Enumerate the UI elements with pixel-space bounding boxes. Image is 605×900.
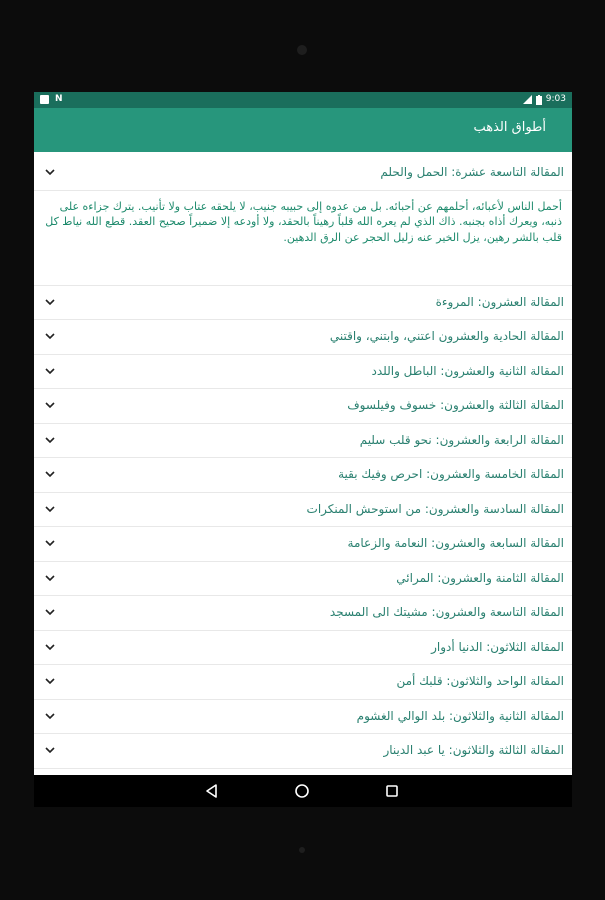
list-item[interactable] — [34, 156, 572, 191]
list-item-title: المقالة السابعة والعشرون: النعامة والزعامة — [347, 536, 564, 550]
list-item-title: المقالة الحادية والعشرون اعتني، وابتني، واقتني — [329, 329, 564, 343]
list-item-title: المقالة السادسة والعشرون: من استوحش المنكرات — [306, 501, 564, 516]
n-notification-icon: N — [55, 94, 63, 104]
screen — [34, 92, 572, 807]
list-item[interactable] — [34, 355, 572, 390]
list-item-title: المقالة الثالثة والعشرون: خسوف وفيلسوف — [347, 398, 564, 412]
list-item[interactable] — [34, 424, 572, 459]
expanded-article-text: أحمل الناس لأعبائه، أحلمهم عن أحبائه. بل من عدوه إلى حبيبه جنيب، لا يلحقه عتاب ولا تأنيب. يترك جزاءه على ذنبه، ويعرك أذاه بجنبه. ذاك الذي لم يعره الله قلباً رهيناً بالحقد، ولا أودعه إلا ضميراً صحيح العقد. قطع الله نياط كل قلب بالشر رهين، يزل الخير عنه زليل الحجر عن الرق الدهين. — [34, 191, 572, 286]
recent-apps-icon[interactable] — [384, 783, 400, 799]
list-item[interactable] — [34, 734, 572, 769]
chevron-down-icon[interactable] — [44, 606, 56, 618]
list-item[interactable] — [34, 527, 572, 562]
chevron-down-icon[interactable] — [44, 365, 56, 377]
chevron-down-icon[interactable] — [44, 296, 56, 308]
list-item-title: المقالة الرابعة والعشرون: نحو قلب سليم — [359, 432, 564, 447]
list-item[interactable] — [34, 320, 572, 355]
list-item[interactable] — [34, 458, 572, 493]
list-item-title: المقالة الخامسة والعشرون: احرص وفيك بقية — [338, 467, 564, 481]
chevron-down-icon[interactable] — [44, 572, 56, 584]
bottom-sensor — [299, 847, 305, 853]
chevron-down-icon[interactable] — [44, 641, 56, 653]
list-item-title: المقالة الثالثة والثلاثون: يا عبد الدينار — [383, 743, 564, 757]
chevron-down-icon[interactable] — [44, 710, 56, 722]
back-icon[interactable] — [204, 783, 220, 799]
chevron-down-icon[interactable] — [44, 166, 56, 178]
list-item[interactable] — [34, 562, 572, 597]
chevron-down-icon[interactable] — [44, 434, 56, 446]
list-item[interactable] — [34, 700, 572, 735]
list-item[interactable] — [34, 665, 572, 700]
status-right — [523, 94, 566, 105]
notification-square-icon — [40, 95, 49, 104]
list-item-title: المقالة التاسعة عشرة: الحمل والحلم — [380, 165, 564, 179]
front-camera — [297, 45, 307, 55]
list-item-title: المقالة الثانية والثلاثون: بلد الوالي الغشوم — [356, 708, 564, 723]
list-item[interactable] — [34, 596, 572, 631]
chevron-down-icon[interactable] — [44, 503, 56, 515]
chevron-down-icon[interactable] — [44, 399, 56, 411]
list-item-title: المقالة العشرون: المروءة — [435, 294, 564, 309]
chevron-down-icon[interactable] — [44, 468, 56, 480]
list-item-title: المقالة الثلاثون: الدنيا أدوار — [431, 639, 564, 654]
chevron-down-icon[interactable] — [44, 675, 56, 687]
article-list — [34, 156, 572, 769]
app-bar — [34, 108, 572, 152]
battery-icon — [536, 95, 542, 105]
list-item[interactable] — [34, 286, 572, 321]
status-time: 9:03 — [545, 94, 566, 104]
list-item-title: المقالة الثانية والعشرون: الباطل واللدد — [371, 363, 564, 378]
list-item-title: المقالة الواحد والثلاثون: قلبك أمن — [396, 674, 564, 688]
app-title: أطواق الذهب — [473, 120, 546, 135]
status-left — [40, 94, 63, 104]
navigation-bar — [34, 775, 572, 807]
list-item[interactable] — [34, 631, 572, 666]
list-item-title: المقالة التاسعة والعشرون: مشيتك الى المسجد — [329, 605, 564, 619]
chevron-down-icon[interactable] — [44, 330, 56, 342]
home-icon[interactable] — [294, 783, 310, 799]
signal-icon — [523, 95, 532, 104]
chevron-down-icon[interactable] — [44, 744, 56, 756]
list-item[interactable] — [34, 389, 572, 424]
status-bar — [34, 92, 572, 108]
list-item[interactable] — [34, 493, 572, 528]
chevron-down-icon[interactable] — [44, 537, 56, 549]
list-item-title: المقالة الثامنة والعشرون: المرائي — [396, 570, 564, 585]
